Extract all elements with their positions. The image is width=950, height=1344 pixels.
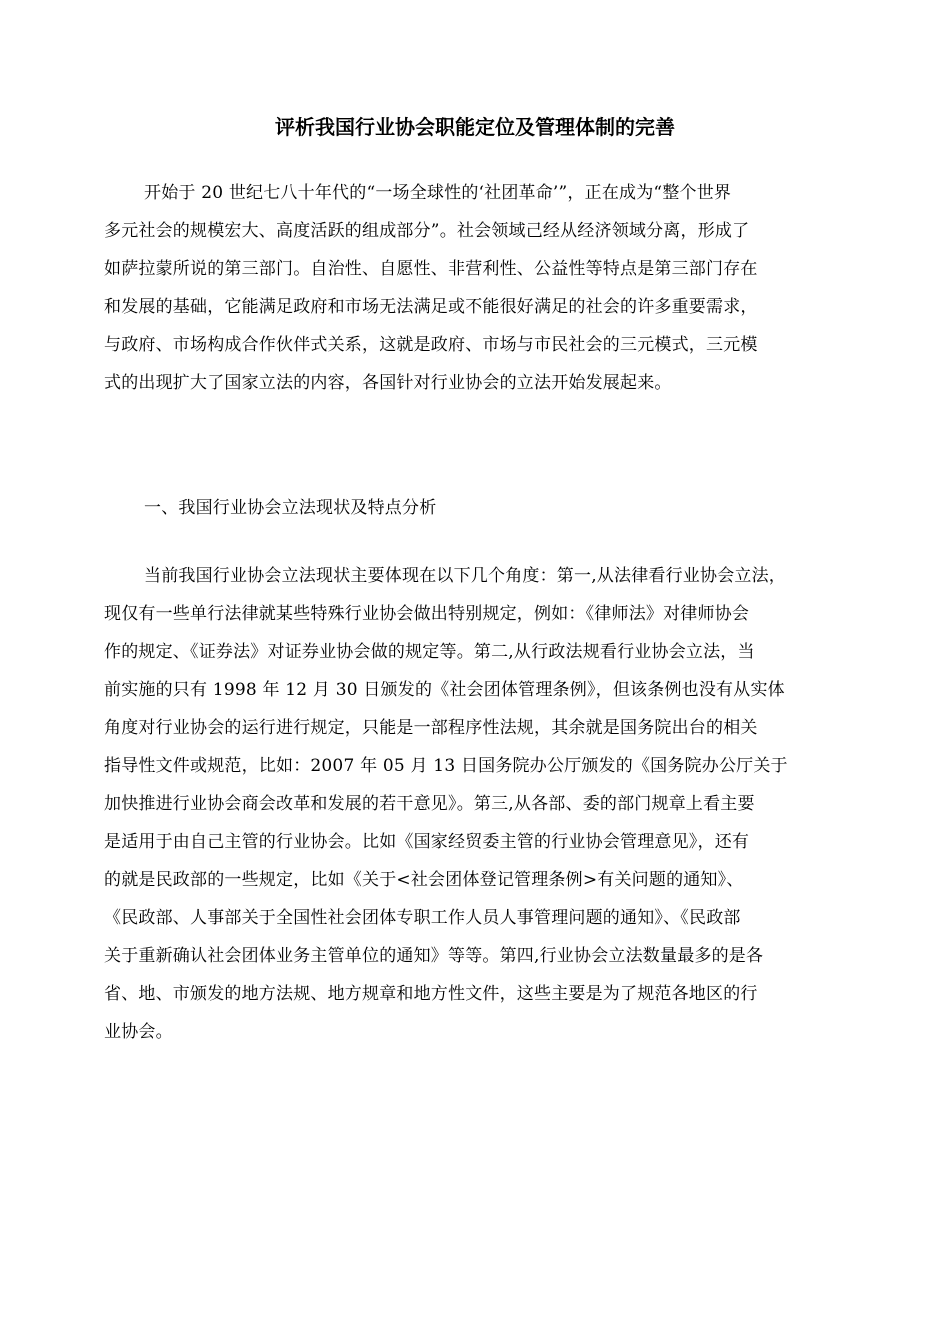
paragraph-line: 式的出现扩大了国家立法的内容，各国针对行业协会的立法开始发展起来。	[104, 373, 672, 393]
paragraph-line: 加快推进行业协会商会改革和发展的若干意见》。第三,从各部、委的部门规章上看主要	[104, 794, 755, 814]
paragraph-line: 业协会。	[104, 1022, 173, 1042]
section-heading-block	[104, 489, 854, 527]
paragraph-line: 前实施的只有 1998 年 12 月 30 日颁发的《社会团体管理条例》，但该条例也没有从实体	[104, 680, 785, 700]
paragraph-intro	[104, 174, 854, 402]
paragraph-line: 角度对行业协会的运行进行规定，只能是一部程序性法规，其余就是国务院出台的相关	[104, 718, 758, 738]
paragraph-line: 是适用于由自己主管的行业协会。比如《国家经贸委主管的行业协会管理意见》，还有	[104, 832, 750, 852]
paragraph-line: 省、地、市颁发的地方法规、地方规章和地方性文件，这些主要是为了规范各地区的行	[104, 984, 758, 1004]
paragraph-legislation	[104, 557, 854, 1051]
paragraph-line: 的就是民政部的一些规定，比如《关于<社会团体登记管理条例>有关问题的通知》、	[104, 870, 744, 890]
paragraph-line: 作的规定、《证券法》对证券业协会做的规定等。第二,从行政法规看行业协会立法，当	[104, 642, 755, 662]
paragraph-line: 开始于 20 世纪七八十年代的“一场全球性的‘社团革命’”，正在成为“整个世界	[144, 183, 732, 203]
paragraph-line: 当前我国行业协会立法现状主要体现在以下几个角度：第一,从法律看行业协会立法，	[144, 566, 787, 586]
section-heading: 一、我国行业协会立法现状及特点分析	[144, 498, 437, 518]
paragraph-line: 指导性文件或规范，比如：2007 年 05 月 13 日国务院办公厅颁发的《国务院办公厅关于	[104, 756, 788, 776]
paragraph-line: 关于重新确认社会团体业务主管单位的通知》等等。第四,行业协会立法数量最多的是各	[104, 946, 764, 966]
document-title: 评析我国行业协会职能定位及管理体制的完善	[275, 115, 675, 139]
paragraph-line: 如萨拉蒙所说的第三部门。自治性、自愿性、非营利性、公益性等特点是第三部门存在	[104, 259, 758, 279]
paragraph-line: 多元社会的规模宏大、高度活跃的组成部分”。社会领域己经从经济领域分离，形成了	[104, 221, 750, 241]
paragraph-line: 与政府、市场构成合作伙伴式关系，这就是政府、市场与市民社会的三元模式，三元模	[104, 335, 758, 355]
paragraph-line: 《民政部、人事部关于全国性社会团体专职工作人员人事管理问题的通知》、《民政部	[104, 908, 741, 928]
paragraph-line: 和发展的基础，它能满足政府和市场无法满足或不能很好满足的社会的许多重要需求，	[104, 297, 758, 317]
paragraph-line: 现仅有一些单行法律就某些特殊行业协会做出特别规定，例如：《律师法》对律师协会	[104, 604, 750, 624]
